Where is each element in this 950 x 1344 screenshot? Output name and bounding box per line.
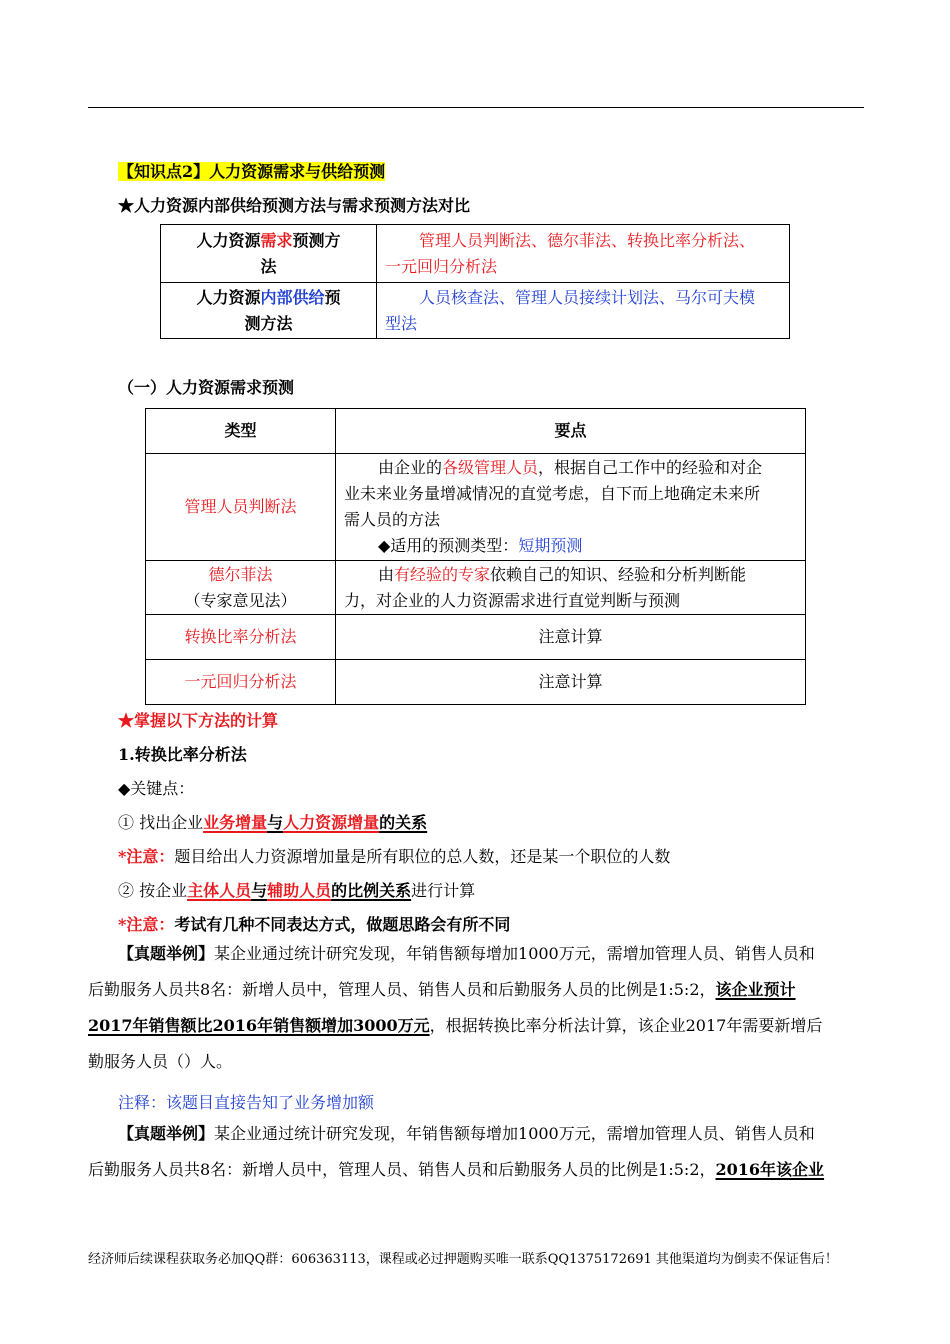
compare-key-supply: 人力资源内部供给预 测方法	[161, 283, 377, 339]
compare-table	[160, 224, 790, 339]
demand-table	[145, 408, 806, 705]
section-title: （一）人力资源需求预测	[118, 378, 295, 397]
knowledge-point-heading: 【知识点2】人力资源需求与供给预测	[118, 162, 386, 181]
header-points: 要点	[336, 409, 806, 454]
table-row	[146, 561, 806, 615]
type-ratio-analysis: 转换比率分析法	[146, 615, 336, 660]
compare-title: ★人力资源内部供给预测方法与需求预测方法对比	[118, 196, 471, 215]
points-manager-judgment: 由企业的各级管理人员，根据自己工作中的经验和对企 业未来业务量增减情况的直觉考虑，自下而上地确定未来所 需人员的方法 ◆适用的预测类型：短期预测	[336, 454, 806, 561]
note-1: *注意：题目给出人力资源增加量是所有职位的总人数，还是某一个职位的人数	[118, 847, 671, 866]
table-row	[161, 225, 790, 283]
compare-value-supply: 人员核查法、管理人员接续计划法、马尔可夫模 型法	[377, 283, 790, 339]
point-1: ① 找出企业业务增量与人力资源增量的关系	[118, 813, 428, 832]
type-regression: 一元回归分析法	[146, 660, 336, 705]
compare-value-demand: 管理人员判断法、德尔菲法、转换比率分析法、 一元回归分析法	[377, 225, 790, 283]
points-regression: 注意计算	[336, 660, 806, 705]
method-heading: 1.转换比率分析法	[118, 745, 247, 764]
type-manager-judgment: 管理人员判断法	[146, 454, 336, 561]
type-delphi: 德尔菲法 （专家意见法）	[146, 561, 336, 615]
table-row	[146, 615, 806, 660]
header-type: 类型	[146, 409, 336, 454]
table-header-row	[146, 409, 806, 454]
compare-key-demand: 人力资源需求预测方 法	[161, 225, 377, 283]
table-row	[146, 454, 806, 561]
point-2: ② 按企业主体人员与辅助人员的比例关系进行计算	[118, 881, 476, 900]
note-2: *注意：考试有几种不同表达方式，做题思路会有所不同	[118, 915, 511, 934]
annotation: 注释：该题目直接告知了业务增加额	[118, 1093, 375, 1112]
example-2: 【真题举例】某企业通过统计研究发现，年销售额每增加1000万元，需增加管理人员、销售人员和 后勤服务人员共8名：新增人员中，管理人员、销售人员和后勤服务人员的比例是1:5:2，2016年该企业	[88, 1124, 825, 1179]
points-ratio-analysis: 注意计算	[336, 615, 806, 660]
key-points-label: ◆关键点：	[118, 779, 195, 798]
footer-notice: 经济师后续课程获取务必加QQ群：606363113，课程或必过押题购买唯一联系QQ1375172691 其他渠道均为倒卖不保证售后！	[88, 1252, 838, 1267]
points-delphi: 由有经验的专家依赖自己的知识、经验和分析判断能 力，对企业的人力资源需求进行直觉判断与预测	[336, 561, 806, 615]
table-row	[146, 660, 806, 705]
table-row	[161, 283, 790, 339]
example-1: 【真题举例】某企业通过统计研究发现，年销售额每增加1000万元，需增加管理人员、销售人员和 后勤服务人员共8名：新增人员中，管理人员、销售人员和后勤服务人员的比例是1:5:2，该企业预计 2017年销售额比2016年销售额增加3000万元，根据转换比率分析法计算，该企业2017年需要新增后 勤服务人员（）人。	[88, 944, 823, 1071]
master-calc-heading: ★掌握以下方法的计算	[118, 711, 279, 730]
header-rule	[88, 107, 864, 108]
